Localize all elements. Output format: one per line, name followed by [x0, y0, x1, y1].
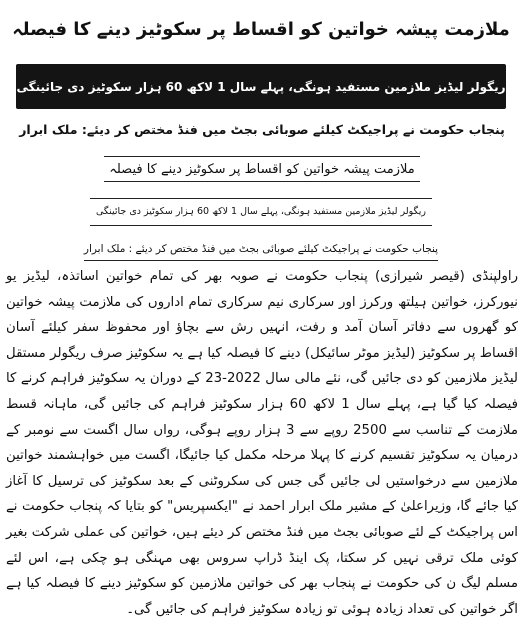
clipping-subhead-secondary: پنجاب حکومت نے پراجیکٹ کیلئے صوبائی بجٹ میں فنڈ مختص کر دیئے: ملک ابرار — [19, 121, 505, 137]
typed-headline: ملازمت پیشہ خواتین کو اقساط پر سکوٹیز دینے کا فیصلہ — [104, 156, 420, 182]
clipping-subhead-banner: ریگولر لیڈیز ملازمین مستفید ہونگی، پہلے سال 1 لاکھ 60 ہزار سکوٹیز دی جائینگی — [16, 64, 506, 109]
clipping-headline: ملازمت پیشہ خواتین کو اقساط پر سکوٹیز دینے کا فیصلہ — [12, 19, 510, 40]
typed-subhead-1: ریگولر لیڈیز ملازمین مستفید ہونگی، پہلے سال 1 لاکھ 60 ہزار سکوٹیز دی جائینگی — [90, 198, 432, 226]
article-body: راولپنڈی (قیصر شیرازی) پنجاب حکومت نے صوبہ بھر کی تمام خواتین اساتذہ، لیڈیز یو نیورکرز، خواتین ہیلتھ ورکرز اور سرکاری نیم سرکاری تمام اداروں کی ملازمت پیشہ خواتین کو گھروں سے دفاتر آسان آمد و رفت، انہیں رش سے بچاؤ اور محفوظ سفر کیلئے آسان اقساط پر سکوٹیز (لیڈیز موٹر سائیکل) دینے کا فیصلہ کیا ہے یہ سکوٹیز صرف ریگولر مستقل لیڈیز ملازمین کو دی جائیں گی، نئے مالی سال 2022-23 کے دوران یہ سکوٹیز فراہم کرنے کا فیصلہ کیا گیا ہے، پہلے سال 1 لاکھ 60 ہزار سکوٹیز فراہم کی جائیں گی، ماہانہ قسط ملازمت کے تناسب سے 2500 روپے سے 3 ہزار روپے ہوگی، رواں سال اگست سے نومبر کے درمیان یہ سکوٹیز تقسیم کرنے کا پہلا مرحلہ مکمل کیا جائیگا، اگست میں خواہشمند خواتین ملازمین سے درخواستیں لی جائیں گی جس کی سکروٹنی کے بعد سکوٹیز کی ترسیل کا آغاز کیا جائے گا، وزیراعلیٰ کے مشیر ملک ابرار احمد نے "ایکسپریس" کو بتایا کہ پنجاب حکومت نے اس پراجیکٹ کے لئے صوبائی بجٹ میں فنڈ مختص کر دیئے ہیں، خواتین کی عملی شرکت بغیر کوئی ملک ترقی نہیں کر سکتا، پک اینڈ ڈراپ سروس بھی مہنگی ہو چکی ہے، اس لئے مسلم لیگ ن کی حکومت نے پنجاب بھر کی خواتین ملازمین کو سکوٹیز دینے کا فیصلہ کیا ہے اگر خواتین کی تعداد زیادہ ہوئی تو زیادہ سکوٹیز فراہم کی جائیں گی۔ — [6, 269, 519, 617]
typed-subhead-2: پنجاب حکومت نے پراجیکٹ کیلئے صوبائی بجٹ میں فنڈ مختص کر دیئے : ملک ابرار — [84, 238, 438, 261]
